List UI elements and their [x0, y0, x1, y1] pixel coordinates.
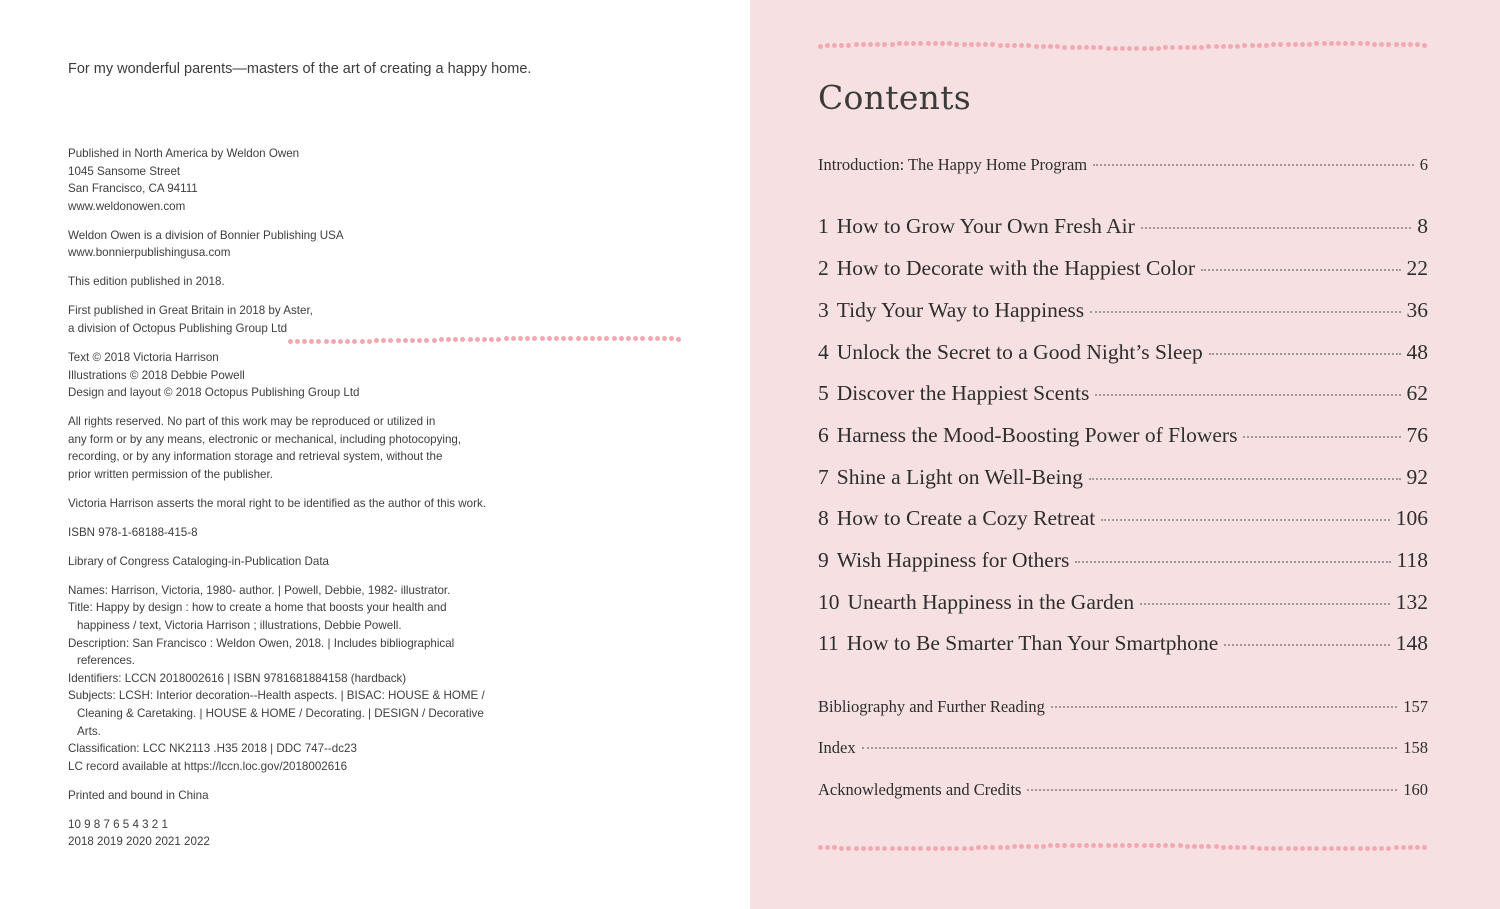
toc-chapter-page: 48 — [1406, 340, 1428, 364]
divider-dot — [882, 42, 887, 47]
toc-chapter-title — [818, 298, 1084, 323]
divider-dot — [324, 339, 329, 344]
toc-backmatter-label: Acknowledgments and Credits — [818, 780, 1022, 799]
imprint-line: Published in North America by Weldon Owen — [68, 147, 300, 160]
imprint-line: 2018 2019 2020 2021 2022 — [68, 835, 210, 849]
divider-dot — [926, 846, 931, 851]
divider-dot — [1113, 843, 1118, 848]
imprint-paragraph — [68, 413, 528, 483]
divider-dot — [1372, 42, 1377, 47]
divider-dot — [1005, 845, 1010, 850]
divider-dot — [1401, 42, 1406, 47]
toc-chapter-title — [818, 548, 1069, 573]
imprint-paragraph — [68, 553, 528, 571]
imprint-line: Design and layout © 2018 Octopus Publishing Group Ltd — [68, 386, 360, 400]
toc-chapter-title — [818, 506, 1095, 531]
toc-chapter-page: 76 — [1406, 423, 1428, 447]
imprint-block — [68, 145, 528, 862]
toc-chapter-page: 132 — [1395, 590, 1428, 614]
toc-backmatter-page: 160 — [1403, 780, 1428, 799]
divider-dot — [295, 339, 300, 344]
toc-chapter-row — [818, 548, 1428, 573]
divider-dot — [825, 43, 830, 48]
divider-dot — [1142, 843, 1147, 848]
imprint-line: recording, or by any information storage and retrieval system, without the — [68, 450, 443, 464]
toc-chapter-title — [818, 340, 1203, 365]
toc-chapter-number: 2 — [818, 256, 829, 280]
toc-chapter-row — [818, 214, 1428, 239]
divider-dot — [1192, 45, 1197, 50]
divider-dot — [998, 845, 1003, 850]
divider-dot — [1098, 843, 1103, 848]
toc-chapter-number: 7 — [818, 465, 829, 489]
imprint-line: Victoria Harrison asserts the moral right to be identified as the author of this work. — [68, 496, 487, 510]
divider-dot — [1077, 45, 1082, 50]
imprint-line: Text © 2018 Victoria Harrison — [68, 350, 219, 364]
imprint-line: 10 9 8 7 6 5 4 3 2 1 — [68, 817, 168, 831]
divider-dot — [890, 42, 895, 47]
toc-chapter-title — [818, 631, 1218, 656]
imprint-line: Names: Harrison, Victoria, 1980- author. | Powell, Debbie, 1982- illustrator. — [68, 583, 451, 597]
imprint-line: www.weldonowen.com — [68, 199, 186, 213]
divider-dot — [655, 336, 660, 341]
toc-chapter-number: 6 — [818, 423, 829, 447]
divider-dot — [1127, 843, 1132, 848]
toc-chapter-number: 11 — [818, 631, 839, 655]
toc-chapter-number: 9 — [818, 548, 829, 572]
toc-backmatter-label: Bibliography and Further Reading — [818, 697, 1045, 716]
toc-chapter-page: 118 — [1396, 548, 1428, 572]
divider-dot — [1149, 843, 1154, 848]
imprint-line: First published in Great Britain in 2018 by Aster, — [68, 304, 313, 318]
divider-dot — [926, 41, 931, 46]
divider-dot — [302, 339, 307, 344]
divider-dot — [1178, 45, 1183, 50]
imprint-line: www.bonnierpublishingusa.com — [68, 246, 231, 260]
dot-leader — [1141, 227, 1411, 229]
dot-leader — [1095, 394, 1400, 396]
toc-chapter-title — [818, 465, 1083, 490]
divider-dot — [962, 42, 967, 47]
divider-dot — [1156, 843, 1161, 848]
toc-chapter-row — [818, 381, 1428, 406]
imprint-line: Title: Happy by design : how to create a home that boosts your health and — [68, 601, 447, 615]
divider-dot — [861, 846, 866, 851]
divider-dot — [1221, 44, 1226, 49]
dot-leader — [1027, 789, 1397, 791]
divider-dot — [1271, 846, 1276, 851]
divider-dot — [1379, 846, 1384, 851]
dedication: For my wonderful parents—masters of the art of creating a happy home. — [68, 61, 532, 77]
imprint-paragraph — [68, 582, 528, 776]
dot-leader — [1093, 164, 1414, 166]
divider-dot — [648, 336, 653, 341]
divider-dot — [818, 44, 823, 49]
divider-dot — [1422, 845, 1427, 850]
toc-chapter-number: 4 — [818, 340, 829, 364]
divider-dot — [1394, 42, 1399, 47]
toc-chapter-title — [818, 590, 1134, 615]
imprint-line: Identifiers: LCCN 2018002616 | ISBN 9781681884158 (hardback) — [68, 671, 407, 685]
divider-dot — [976, 42, 981, 47]
imprint-line: ISBN 978-1-68188-415-8 — [68, 525, 198, 539]
imprint-paragraph — [68, 273, 528, 291]
toc-backmatter-row — [818, 738, 1428, 758]
imprint-line: Classification: LCC NK2113 .H35 2018 | DDC 747--dc23 — [68, 742, 357, 756]
divider-dot — [839, 846, 844, 851]
dot-leader — [862, 747, 1398, 749]
toc-chapter-text: Harness the Mood-Boosting Power of Flowers — [836, 423, 1238, 447]
toc-chapter-title — [818, 214, 1135, 239]
toc-backmatter-page: 158 — [1403, 738, 1428, 757]
toc-backmatter-label: Index — [818, 738, 856, 757]
divider-dot — [1358, 846, 1363, 851]
toc-chapter-number: 8 — [818, 506, 829, 530]
divider-dot — [1149, 46, 1154, 51]
toc-chapter-row — [818, 256, 1428, 281]
divider-dot — [432, 338, 437, 343]
imprint-paragraph — [68, 816, 528, 851]
imprint-line: 1045 Sansome Street — [68, 164, 181, 178]
imprint-line: any form or by any means, electronic or mechanical, including photocopying, — [68, 432, 462, 446]
divider-dot — [496, 337, 501, 342]
divider-dot — [868, 42, 873, 47]
toc-backmatter-row — [818, 697, 1428, 717]
divider-dot — [410, 338, 415, 343]
imprint-line: Library of Congress Cataloging-in-Publication Data — [68, 554, 329, 568]
toc-chapter-text: Wish Happiness for Others — [836, 548, 1070, 572]
divider-dot — [1034, 44, 1039, 49]
divider-dot — [1106, 46, 1111, 51]
divider-dot — [1070, 843, 1075, 848]
divider-dot — [1185, 45, 1190, 50]
imprint-paragraph — [68, 227, 528, 262]
divider-dot — [1041, 44, 1046, 49]
divider-dot — [590, 336, 595, 341]
imprint-line: references. — [77, 654, 135, 668]
divider-dot — [468, 337, 473, 342]
divider-dot — [1257, 846, 1262, 851]
divider-dot — [1113, 46, 1118, 51]
dot-leader — [1089, 478, 1400, 480]
toc-chapter-text: How to Decorate with the Happiest Color — [836, 256, 1195, 280]
toc-chapter-number: 10 — [818, 590, 840, 614]
divider-dot — [818, 845, 823, 850]
divider-dot — [612, 336, 617, 341]
divider-dot — [1372, 846, 1377, 851]
toc-chapter-text: How to Grow Your Own Fresh Air — [836, 214, 1135, 238]
divider-dot — [417, 338, 422, 343]
dot-leader — [1224, 644, 1389, 646]
divider-dot — [1264, 846, 1269, 851]
toc-chapter-page: 62 — [1406, 381, 1428, 405]
divider-dot — [1041, 844, 1046, 849]
toc-chapter-text: Discover the Happiest Scents — [836, 381, 1090, 405]
divider-dot — [1307, 42, 1312, 47]
divider-dot — [1401, 845, 1406, 850]
divider-dot — [1134, 843, 1139, 848]
divider-dot — [360, 339, 365, 344]
divider-dot — [331, 339, 336, 344]
dot-leader — [1243, 436, 1400, 438]
toc-chapter-row — [818, 631, 1428, 656]
imprint-line: Illustrations © 2018 Debbie Powell — [68, 368, 245, 382]
divider-dot — [1084, 843, 1089, 848]
toc-chapter-page: 148 — [1395, 631, 1428, 655]
toc-chapter-page: 92 — [1406, 465, 1428, 489]
divider-dot — [1257, 43, 1262, 48]
divider-dot — [954, 42, 959, 47]
imprint-line: Weldon Owen is a division of Bonnier Publishing USA — [68, 228, 344, 242]
divider-dot — [1156, 46, 1161, 51]
divider-dot — [1142, 46, 1147, 51]
divider-dot — [1264, 43, 1269, 48]
divider-dot — [403, 338, 408, 343]
toc-chapter-title — [818, 423, 1237, 448]
toc-chapter-title — [818, 381, 1089, 406]
divider-dot — [475, 337, 480, 342]
dot-leader — [1209, 353, 1401, 355]
divider-dot — [854, 42, 859, 47]
divider-dot — [875, 42, 880, 47]
divider-dot — [1386, 846, 1391, 851]
toc-chapter-text: How to Be Smarter Than Your Smartphone — [846, 631, 1219, 655]
toc-chapter-number: 3 — [818, 298, 829, 322]
divider-dot — [367, 339, 372, 344]
divider-dot — [619, 336, 624, 341]
divider-dot — [832, 43, 837, 48]
divider-dot — [1012, 43, 1017, 48]
divider-dot — [540, 336, 545, 341]
divider-dot — [1178, 843, 1183, 848]
toc-chapter-text: Tidy Your Way to Happiness — [836, 298, 1085, 322]
divider-dot — [1286, 846, 1291, 851]
divider-dot — [576, 336, 581, 341]
divider-dot — [1192, 844, 1197, 849]
divider-dot — [1199, 45, 1204, 50]
divider-dot — [676, 337, 681, 342]
divider-dot — [1120, 843, 1125, 848]
contents-title: Contents — [818, 78, 972, 117]
dot-leader — [1140, 603, 1390, 605]
toc-backmatter-row — [818, 780, 1428, 800]
divider-dot — [1228, 845, 1233, 850]
divider-dot — [1185, 844, 1190, 849]
toc-intro-label: Introduction: The Happy Home Program — [818, 155, 1088, 174]
divider-dot — [1322, 41, 1327, 46]
divider-dot — [1214, 44, 1219, 49]
divider-dot — [1005, 43, 1010, 48]
divider-dot — [1300, 42, 1305, 47]
dot-leader — [1101, 519, 1389, 521]
imprint-paragraph — [68, 145, 528, 215]
divider-dot — [839, 43, 844, 48]
toc-chapter-row — [818, 465, 1428, 490]
imprint-paragraph — [68, 524, 528, 542]
toc-chapter-page: 8 — [1417, 214, 1428, 238]
divider-dot — [1408, 845, 1413, 850]
imprint-line: Subjects: LCSH: Interior decoration--Health aspects. | BISAC: HOUSE & HOME / — [68, 689, 485, 703]
divider-dot — [825, 845, 830, 850]
imprint-line: a division of Octopus Publishing Group Ltd — [68, 321, 288, 335]
imprint-paragraph — [68, 349, 528, 402]
contents-page — [750, 0, 1500, 909]
divider-dot — [1106, 843, 1111, 848]
divider-dot — [998, 43, 1003, 48]
divider-dot — [583, 336, 588, 341]
divider-dot — [969, 846, 974, 851]
divider-dot — [1365, 846, 1370, 851]
toc-chapter-page: 36 — [1406, 298, 1428, 322]
imprint-paragraph — [68, 787, 528, 805]
dot-leader — [1075, 561, 1390, 563]
divider-dot — [1293, 42, 1298, 47]
imprint-paragraph — [68, 495, 528, 513]
toc-chapter-text: How to Create a Cozy Retreat — [836, 506, 1096, 530]
divider-dot — [1379, 42, 1384, 47]
imprint-line: Arts. — [77, 724, 101, 738]
divider-dot — [1070, 45, 1075, 50]
toc-chapter-page: 22 — [1406, 256, 1428, 280]
divider-dot — [338, 339, 343, 344]
toc-chapter-page: 106 — [1395, 506, 1428, 530]
divider-dot — [1415, 845, 1420, 850]
toc-chapter-number: 5 — [818, 381, 829, 405]
divider-dot — [1358, 41, 1363, 46]
divider-dot — [547, 336, 552, 341]
divider-dot — [626, 336, 631, 341]
divider-dot — [861, 42, 866, 47]
toc-intro — [818, 155, 1428, 175]
imprint-line: prior written permission of the publisher. — [68, 467, 273, 481]
divider-dot — [345, 339, 350, 344]
imprint-line: San Francisco, CA 94111 — [68, 182, 198, 196]
divider-dot — [1235, 44, 1240, 49]
toc-chapter-text: Unlock the Secret to a Good Night’s Sleep — [836, 340, 1203, 364]
divider-dot — [1034, 844, 1039, 849]
divider-dot — [288, 339, 293, 344]
divider-dot — [1228, 44, 1233, 49]
divider-dot — [962, 846, 967, 851]
divider-dot — [1250, 43, 1255, 48]
toc-chapter-row — [818, 340, 1428, 365]
imprint-line: Cleaning & Caretaking. | HOUSE & HOME / Decorating. | DESIGN / Decorative — [77, 706, 484, 720]
divider-dot — [1120, 46, 1125, 51]
divider-dot — [554, 336, 559, 341]
toc-backmatter-page: 157 — [1403, 697, 1428, 716]
toc-chapter-row — [818, 506, 1428, 531]
divider-dot — [1077, 843, 1082, 848]
toc-chapter-number: 1 — [818, 214, 829, 238]
imprint-paragraph — [68, 302, 528, 337]
divider-dot — [1286, 42, 1291, 47]
imprint-line: Printed and bound in China — [68, 788, 209, 802]
dot-leader — [1201, 269, 1401, 271]
divider-dot — [396, 338, 401, 343]
toc-chapter-row — [818, 423, 1428, 448]
imprint-line: LC record available at https://lccn.loc.gov/2018002616 — [68, 759, 348, 773]
dot-leader — [1090, 311, 1400, 313]
toc-chapter-row — [818, 298, 1428, 323]
divider-dot — [846, 43, 851, 48]
divider-dot — [969, 42, 974, 47]
dot-leader — [1051, 706, 1397, 708]
divider-dot — [1221, 845, 1226, 850]
toc-chapter-text: Unearth Happiness in the Garden — [847, 590, 1135, 614]
divider-dot — [1214, 844, 1219, 849]
divider-dot — [489, 337, 494, 342]
toc-intro-page: 6 — [1419, 155, 1428, 174]
imprint-line: happiness / text, Victoria Harrison ; illustrations, Debbie Powell. — [77, 618, 402, 632]
divider-dot — [482, 337, 487, 342]
imprint-line: This edition published in 2018. — [68, 275, 225, 289]
divider-dot — [1127, 46, 1132, 51]
divider-dot — [1091, 843, 1096, 848]
imprint-line: All rights reserved. No part of this work may be reproduced or utilized in — [68, 415, 436, 429]
imprint-line: Description: San Francisco : Weldon Owen, 2018. | Includes bibliographical — [68, 636, 455, 650]
toc-chapter-row — [818, 590, 1428, 615]
divider-dot — [1062, 45, 1067, 50]
divider-dot — [597, 336, 602, 341]
divider-dot — [854, 846, 859, 851]
toc-chapter-title — [818, 256, 1195, 281]
toc-chapter-text: Shine a Light on Well-Being — [836, 465, 1084, 489]
